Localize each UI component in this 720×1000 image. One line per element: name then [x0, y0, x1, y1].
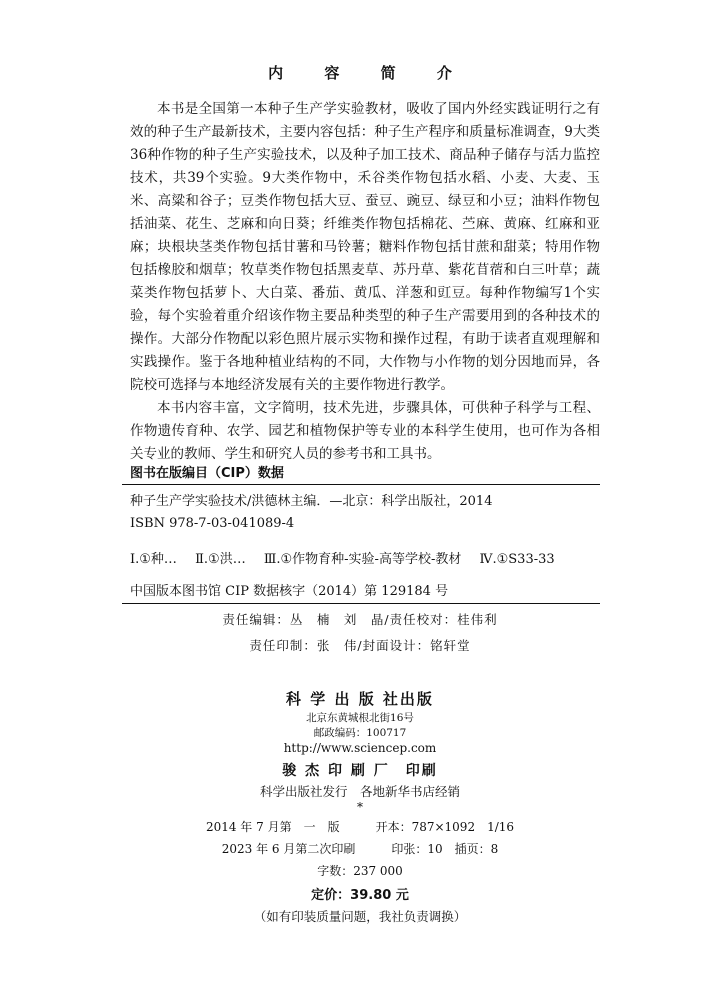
print-sheets: 印张：10 插页：8: [391, 842, 499, 856]
introduction: [130, 98, 600, 466]
reprint-date: 2023 年 6 月第二次印刷: [221, 842, 356, 856]
price: 定价：39.80 元: [311, 888, 409, 903]
cip-record: 种子生产学实验技术/洪德林主编．—北京：科学出版社，2014: [130, 494, 493, 509]
imprint-reprint-row: [0, 840, 720, 857]
separator-star: *: [357, 800, 363, 814]
cip-class-1: Ⅰ.①种…: [130, 552, 177, 567]
cip-isbn: ISBN 978-7-03-041089-4: [130, 516, 295, 531]
cip-classification: [130, 548, 569, 567]
printer-name: 骏 杰 印 刷 厂 印刷: [282, 763, 438, 779]
cip-class-3: Ⅲ.①作物育种-实验-高等学校-教材: [263, 552, 462, 567]
publisher-postcode: 邮政编码：100717: [313, 727, 407, 739]
publisher-name: 科 学 出 版 社出版: [286, 690, 434, 708]
editor-credits: 责任编辑：丛 楠 刘 晶/责任校对：桂伟利: [222, 612, 498, 627]
intro-paragraph-2: 本书内容丰富，文字简明，技术先进，步骤具体，可供种子科学与工程、作物遗传育种、农学、园艺和植物保护等专业的本科学生使用，也可作为各相关专业的教师、学生和研究人员的参考书和工具书。: [130, 400, 600, 462]
quality-notice: （如有印装质量问题，我社负责调换）: [253, 909, 467, 924]
imprint-edition-row: [0, 818, 720, 835]
distribution-line: 科学出版社发行 各地新华书店经销: [259, 784, 460, 799]
edition-date: 2014 年 7 月第 一 版: [205, 820, 340, 834]
production-credits: 责任印制：张 伟/封面设计：铭轩堂: [249, 638, 471, 653]
cip-bottom-rule: [122, 603, 600, 604]
cip-heading: 图书在版编目（CIP）数据: [130, 466, 284, 481]
cip-core-number: 中国版本图书馆 CIP 数据核字（2014）第 129184 号: [130, 584, 449, 599]
intro-paragraph-1: 本书是全国第一本种子生产学实验教材，吸收了国内外经实践证明行之有效的种子生产最新技术，主要内容包括：种子生产程序和质量标准调查，9大类36种作物的种子生产实验技术，以及种子加工技术、商品种子储存与活力监控技术，共39个实验。9大类作物中，禾谷类作物包括水稻、小麦、大麦、玉米、高粱和谷子；豆类作物包括大豆、蚕豆、豌豆、绿豆和小豆；油料作物包括油菜、花生、芝麻和向日葵；纤维类作物包括棉花、苎麻、黄麻、红麻和亚麻；块根块茎类作物包括甘薯和马铃薯；糖料作物包括甘蔗和甜菜；特用作物包括橡胶和烟草；牧草类作物包括黑麦草、苏丹草、紫花苜蓿和白三叶草；蔬菜类作物包括萝卜、大白菜、番茄、黄瓜、洋葱和豇豆。每种作物编写1个实验，每个实验着重介绍该作物主要品种类型的种子生产需要用到的各种技术的操作。大部分作物配以彩色照片展示实物和操作过程，有助于读者直观理解和实践操作。鉴于各地种植业结构的不同，大作物与小作物的划分因地而异，各院校可选择与本地经济发展有关的主要作物进行教学。: [130, 101, 600, 393]
word-count: 字数：237 000: [317, 864, 403, 878]
publisher-url: http://www.sciencep.com: [283, 741, 437, 755]
page-title: 内 容 简 介: [268, 64, 470, 82]
cip-class-4: Ⅳ.①S33-33: [479, 552, 555, 567]
book-format: 开本：787×1092 1/16: [375, 820, 515, 834]
cip-class-2: Ⅱ.①洪…: [195, 552, 246, 567]
publisher-address: 北京东黄城根北街16号: [306, 712, 414, 724]
cip-top-rule: [122, 484, 600, 485]
